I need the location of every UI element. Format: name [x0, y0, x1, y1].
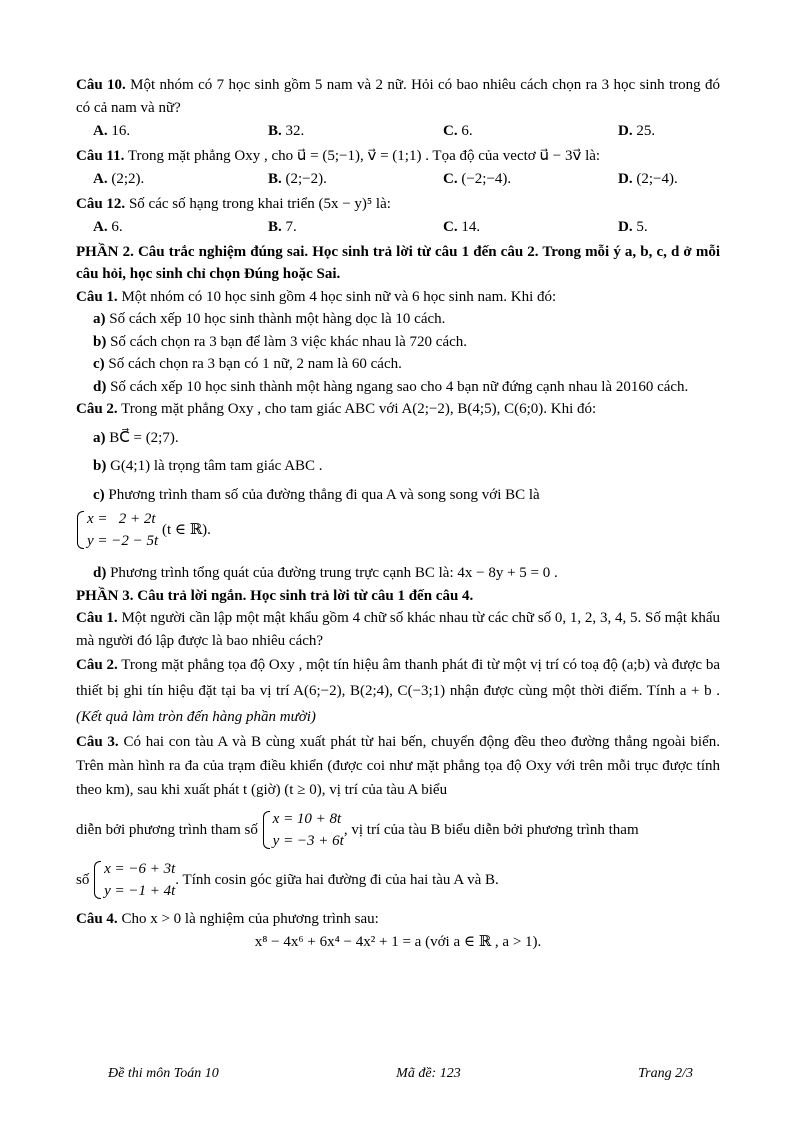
question-10-options	[76, 120, 720, 143]
statement-b: b) Số cách chọn ra 3 bạn để làm 3 việc khác nhau là 720 cách.	[93, 333, 468, 350]
statement-d: d) Phương trình tổng quát của đường trung trực cạnh BC là: 4x − 8y + 5 = 0 .	[93, 565, 558, 581]
part-3-question-1: Câu 1. Một người cần lập một mật khẩu gồm 4 chữ số khác nhau từ các chữ số 0, 1, 2, 3, 4, 5. Số mật khẩu mà người đó lập được là bao nhiêu cách?	[76, 610, 720, 649]
footer-subject: Đề thi môn Toán 10	[108, 1066, 219, 1081]
question-12	[76, 193, 720, 216]
option-c: C. 14.	[443, 219, 481, 235]
equation-q4: x⁸ − 4x⁶ + 6x⁴ − 4x² + 1 = a (với a ∈ ℝ , a > 1).	[254, 933, 542, 950]
option-c: C. (−2;−4).	[443, 171, 512, 187]
question-label: Câu 1.	[76, 288, 118, 305]
parametric-system-c: x = 2 + 2t y = −2 − 5t (t ∈ ℝ).	[76, 508, 720, 552]
option-c: C. 6.	[443, 123, 473, 139]
question-text: Trong mặt phẳng Oxy , cho tam giác ABC với A(2;−2), B(4;5), C(6;0). Khi đó:	[121, 401, 597, 417]
option-d: D. 5.	[618, 219, 648, 235]
part-3-heading: PHẦN 3. Câu trả lời ngắn. Học sinh trả lời từ câu 1 đến câu 4.	[76, 587, 474, 604]
question-label: Câu 12.	[76, 195, 126, 212]
question-text: Một nhóm có 7 học sinh gồm 5 nam và 2 nữ. Hỏi có bao nhiêu cách chọn ra 3 học sinh trong đó có cả nam và nữ?	[76, 77, 720, 116]
option-a: A. 16.	[93, 123, 131, 139]
ship-b-equation: x = −6 + 3t y = −1 + 4t	[93, 858, 175, 902]
part-2-question-1	[76, 286, 720, 309]
page-footer	[108, 1066, 693, 1082]
question-11	[76, 145, 720, 168]
statement-a: a) BC⃗ = (2;7).	[93, 429, 179, 446]
rounding-note: (Kết quả làm tròn đến hàng phần mười)	[76, 709, 316, 725]
ship-a-system-line: diễn bởi phương trình tham số x = 10 + 8t y = −3 + 6t , vị trí của tàu B biểu diễn bởi phương trình tham	[76, 808, 720, 852]
statement-b: b) G(4;1) là trọng tâm tam giác ABC .	[93, 458, 323, 474]
equation-system: x = 2 + 2t y = −2 − 5t	[76, 508, 158, 552]
part-2-question-2	[76, 398, 720, 421]
statement-a: a) Số cách xếp 10 học sinh thành một hàng dọc là 10 cách.	[93, 311, 446, 327]
option-d: D. (2;−4).	[618, 171, 678, 187]
statement-c: c) Phương trình tham số của đường thẳng đi qua A và song song với BC là	[93, 486, 540, 503]
option-a: A. 6.	[93, 219, 123, 235]
question-11-options	[76, 168, 720, 191]
question-text: Trong mặt phẳng Oxy , cho u⃗ = (5;−1), v⃗ = (1;1) . Tọa độ của vectơ u⃗ − 3v⃗ là:	[127, 147, 601, 164]
statement-d: d) Số cách xếp 10 học sinh thành một hàng ngang sao cho 4 bạn nữ đứng cạnh nhau là 20160 cách.	[93, 378, 689, 395]
question-label: Câu 2.	[76, 401, 118, 417]
question-label: Câu 10.	[76, 77, 126, 93]
question-label: Câu 11.	[76, 147, 125, 164]
option-a: A. (2;2).	[93, 171, 145, 187]
question-text: Số các số hạng trong khai triển (5x − y)⁵ là:	[128, 195, 391, 212]
part-3-question-4: Câu 4. Cho x > 0 là nghiệm của phương trình sau:	[76, 911, 379, 927]
part-3-question-2: Câu 2. Trong mặt phẳng tọa độ Oxy , một tín hiệu âm thanh phát đi từ một vị trí có toạ độ (a;b) và được ba thiết bị ghi tín hiệu đặt tại ba vị trí A(6;−2), B(2;4), C(−3;1) nhận được cùng một thời điểm. Tính a + b . (Kết quả làm tròn đến hàng phần mười)	[76, 657, 720, 725]
question-10	[76, 74, 720, 119]
statement-c: c) Số cách chọn ra 3 bạn có 1 nữ, 2 nam là 60 cách.	[93, 356, 402, 372]
footer-page-number: Trang 2/3	[638, 1066, 693, 1081]
footer-exam-code: Mã đề: 123	[396, 1066, 461, 1081]
option-b: B. (2;−2).	[268, 171, 327, 187]
part-2-heading: PHẦN 2. Câu trắc nghiệm đúng sai. Học sinh trả lời từ câu 1 đến câu 2. Trong mỗi ý a, b, c, d ở mỗi câu hỏi, học sinh chỉ chọn Đúng hoặc Sai.	[76, 243, 720, 282]
option-b: B. 7.	[268, 219, 297, 235]
ship-b-system-line: số x = −6 + 3t y = −1 + 4t . Tính cosin góc giữa hai đường đi của hai tàu A và B.	[76, 858, 720, 902]
option-b: B. 32.	[268, 123, 305, 139]
part-3-question-3: Câu 3. Có hai con tàu A và B cùng xuất phát từ hai bến, chuyển động đều theo đường thẳng ngoài biển. Trên màn hình ra đa của trạm điều khiển (được coi như mặt phẳng tọa độ Oxy với trên mỗi trục được tính theo km), sau khi xuất phát t (giờ) (t ≥ 0), vị trí của tàu A biểu	[76, 734, 721, 798]
question-text: Một nhóm có 10 học sinh gồm 4 học sinh nữ và 6 học sinh nam. Khi đó:	[121, 288, 557, 305]
question-12-options	[76, 216, 720, 239]
option-d: D. 25.	[618, 123, 656, 139]
ship-a-equation: x = 10 + 8t y = −3 + 6t	[262, 808, 344, 852]
exam-page	[76, 74, 720, 953]
